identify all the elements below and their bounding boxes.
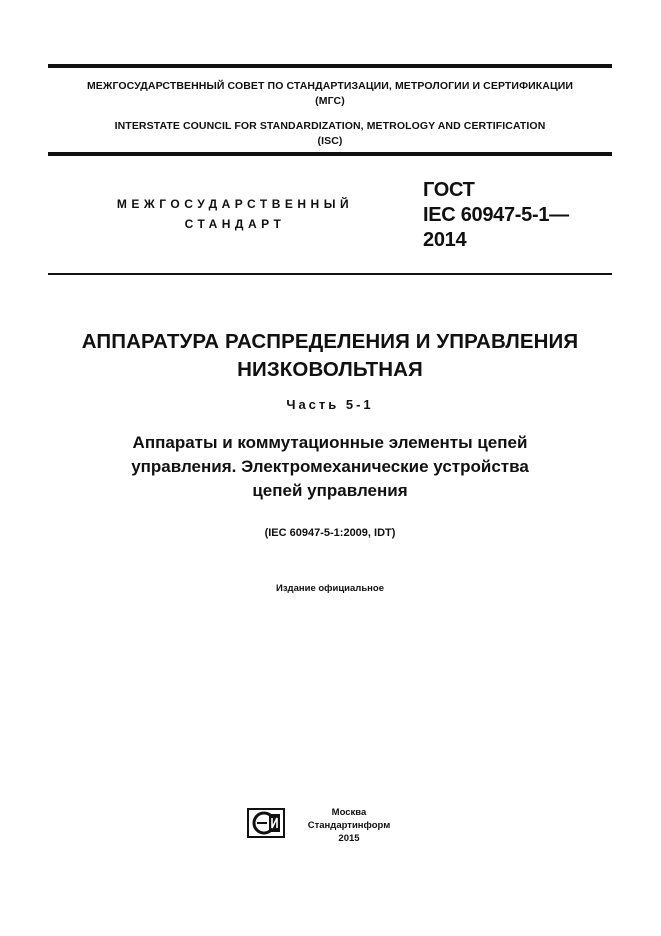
- standartinform-logo-icon: [247, 808, 285, 838]
- council-ru-abbr: (МГС): [315, 95, 345, 107]
- header-rule: [48, 273, 612, 275]
- gost-number: IEC 60947-5-1—: [423, 204, 569, 226]
- document-title: [48, 328, 612, 384]
- council-en-name: INTERSTATE COUNCIL FOR STANDARDIZATION, METROLOGY AND CERTIFICATION: [114, 120, 546, 132]
- publisher-name: Стандартинформ: [307, 820, 391, 831]
- publication-year: 2015: [338, 833, 360, 844]
- gost-year: 2014: [423, 229, 467, 251]
- publisher-info: [296, 806, 402, 845]
- council-ru-name: МЕЖГОСУДАРСТВЕННЫЙ СОВЕТ ПО СТАНДАРТИЗАЦИИ, МЕТРОЛОГИИ И СЕРТИФИКАЦИИ: [86, 80, 574, 92]
- council-en-abbr: (ISC): [317, 135, 343, 147]
- document-title-line1: АППАРАТУРА РАСПРЕДЕЛЕНИЯ И УПРАВЛЕНИЯ: [81, 330, 579, 353]
- document-subtitle-line3: цепей управления: [252, 481, 408, 500]
- official-edition: Издание официальное: [276, 583, 384, 594]
- gost-designation: [423, 178, 569, 253]
- iec-reference: (IEC 60947-5-1:2009, IDT): [264, 527, 396, 539]
- document-title-line2: НИЗКОВОЛЬТНАЯ: [237, 358, 423, 381]
- standard-label-line1: МЕЖГОСУДАРСТВЕННЫЙ: [116, 197, 354, 211]
- document-subtitle-line1: Аппараты и коммутационные элементы цепей: [132, 433, 528, 452]
- council-rule: [48, 152, 612, 156]
- council-ru: [48, 79, 612, 109]
- council-en: [48, 119, 612, 149]
- standard-label-line2: СТАНДАРТ: [184, 217, 286, 231]
- top-rule: [48, 64, 612, 68]
- standard-label: [100, 194, 370, 234]
- gost-prefix: ГОСТ: [423, 179, 475, 201]
- document-subtitle: [48, 431, 612, 503]
- publisher-city: Москва: [331, 807, 367, 818]
- document-subtitle-line2: управления. Электромеханические устройства: [131, 457, 529, 476]
- part-number: Часть 5-1: [286, 397, 374, 412]
